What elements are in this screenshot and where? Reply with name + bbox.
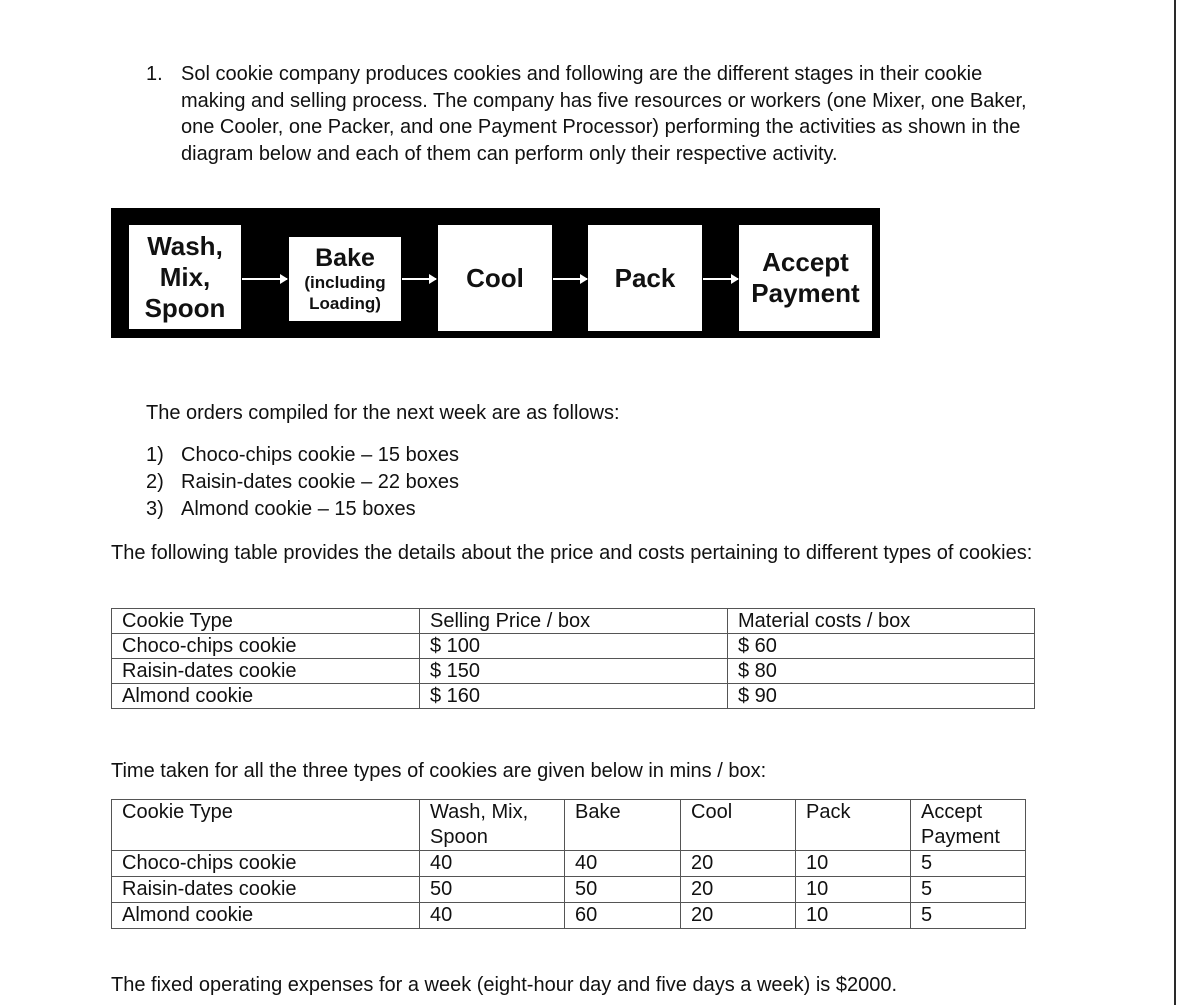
orders-list (146, 442, 459, 523)
table-cell: Almond cookie (112, 903, 420, 929)
table-header-cell: Pack (796, 800, 911, 851)
stage-label: Wash, Mix, Spoon (144, 230, 226, 323)
table-cell: 10 (796, 903, 911, 929)
stage-label: Cool (466, 262, 524, 293)
table-cell: Raisin-dates cookie (112, 659, 420, 684)
table-header-cell: Accept Payment (911, 800, 1026, 851)
list-item-text: Raisin-dates cookie – 22 boxes (181, 471, 459, 493)
page-edge-line (1174, 0, 1176, 1005)
table-cell: 5 (911, 851, 1026, 877)
table-cell: $ 160 (420, 684, 728, 709)
stage-label: Accept Payment (751, 247, 860, 308)
table-cell: Raisin-dates cookie (112, 877, 420, 903)
table-row (112, 659, 1035, 684)
table-cell: $ 60 (728, 634, 1035, 659)
flow-arrow (402, 278, 436, 280)
table-header-cell: Material costs / box (728, 609, 1035, 634)
table-cell: 5 (911, 877, 1026, 903)
stage-wash-mix-spoon (129, 225, 241, 329)
table-cell: 60 (565, 903, 681, 929)
table-cell: $ 100 (420, 634, 728, 659)
table-header-row (112, 800, 1026, 851)
table-cell: 40 (565, 851, 681, 877)
table-cell: $ 90 (728, 684, 1035, 709)
stage-label: Bake (315, 244, 375, 272)
table-cell: 20 (681, 903, 796, 929)
list-item (146, 469, 459, 496)
table-cell: Almond cookie (112, 684, 420, 709)
table-row (112, 684, 1035, 709)
table-cell: 50 (420, 877, 565, 903)
list-item-text: Choco-chips cookie – 15 boxes (181, 444, 459, 466)
table-cell: 20 (681, 851, 796, 877)
list-item-number: 2) (146, 471, 164, 493)
table-cell: 40 (420, 851, 565, 877)
list-item-number: 1) (146, 444, 164, 466)
table-row (112, 877, 1026, 903)
table-header-cell: Bake (565, 800, 681, 851)
table-row (112, 851, 1026, 877)
stage-pack (588, 225, 702, 331)
stage-sublabel: (including Loading) (304, 273, 386, 313)
table-header-cell: Wash, Mix, Spoon (420, 800, 565, 851)
question-text: Sol cookie company produces cookies and following are the different stages in their cookie making and selling process. The company has five resources or workers (one Mixer, one Baker, one Cooler, one Packer, and one Payment Processor) performing the activities as shown in the diagram below and each of them can perform only their respective activity. (181, 63, 1027, 165)
list-item (146, 442, 459, 469)
time-table-intro: Time taken for all the three types of cookies are given below in mins / box: (111, 760, 767, 782)
table-cell: 10 (796, 877, 911, 903)
table-header-cell: Cookie Type (112, 800, 420, 851)
table-cell: $ 150 (420, 659, 728, 684)
table-row (112, 903, 1026, 929)
stage-cool (438, 225, 552, 331)
stage-accept-payment (739, 225, 872, 331)
table-header-cell: Cookie Type (112, 609, 420, 634)
price-cost-table (111, 608, 1035, 709)
table-cell: 5 (911, 903, 1026, 929)
orders-intro: The orders compiled for the next week are as follows: (146, 402, 620, 424)
stage-bake (289, 237, 401, 321)
process-flow-diagram (111, 208, 880, 338)
flow-arrow (703, 278, 738, 280)
table-cell: Choco-chips cookie (112, 851, 420, 877)
table-row (112, 634, 1035, 659)
table-header-row (112, 609, 1035, 634)
table-header-cell: Cool (681, 800, 796, 851)
flow-arrow (553, 278, 587, 280)
list-item-number: 3) (146, 498, 164, 520)
question-number: 1. (146, 63, 163, 85)
list-item (146, 496, 459, 523)
list-item-text: Almond cookie – 15 boxes (181, 498, 416, 520)
table-cell: 40 (420, 903, 565, 929)
fixed-expenses-note: The fixed operating expenses for a week (eight-hour day and five days a week) is $2000. (111, 974, 898, 996)
table-cell: $ 80 (728, 659, 1035, 684)
table-header-cell: Selling Price / box (420, 609, 728, 634)
table-cell: Choco-chips cookie (112, 634, 420, 659)
price-table-intro: The following table provides the details about the price and costs pertaining to different types of cookies: (111, 542, 1033, 564)
table-cell: 50 (565, 877, 681, 903)
table-cell: 10 (796, 851, 911, 877)
stage-label: Pack (614, 262, 676, 293)
flow-arrow (242, 278, 287, 280)
table-cell: 20 (681, 877, 796, 903)
time-table (111, 799, 1026, 929)
